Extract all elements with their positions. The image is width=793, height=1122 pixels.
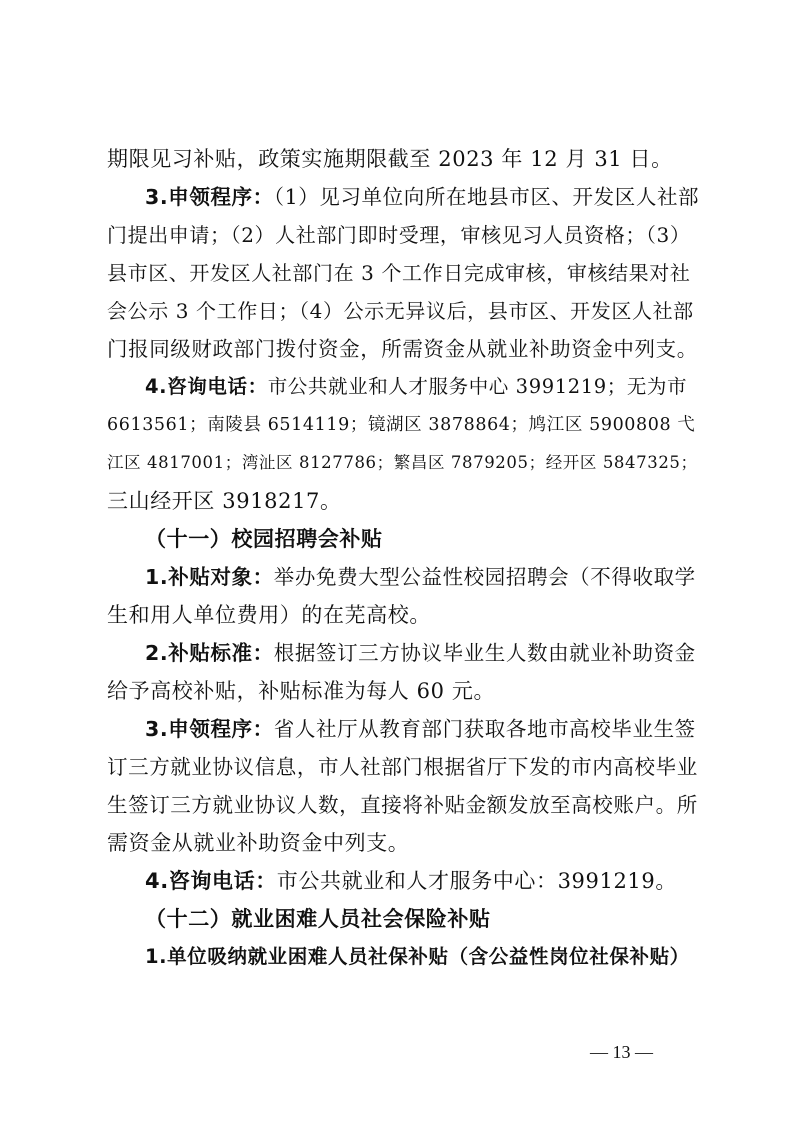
- body-text: 省人社厅从教育部门获取各地市高校毕业生签: [273, 717, 696, 741]
- section-label: 4.咨询电话：: [145, 869, 277, 893]
- paragraph-line: [145, 867, 677, 895]
- paragraph-line: [145, 715, 696, 743]
- body-text: 市公共就业和人才服务中心 3991219；无为市: [267, 375, 688, 398]
- paragraph-line: [107, 411, 696, 439]
- body-text: 县市区、开发区人社部门在 3 个工作日完成审核，审核结果对社: [107, 261, 691, 285]
- section-label: 4.咨询电话：: [145, 375, 268, 398]
- body-text: 根据签订三方协议毕业生人数由就业补助资金: [273, 641, 696, 665]
- body-text: 举办免费大型公益性校园招聘会（不得收取学: [273, 565, 696, 589]
- page-number: — 13 —: [590, 1042, 653, 1062]
- paragraph-line: [107, 677, 495, 705]
- paragraph-line: [107, 259, 690, 287]
- body-text: 期限见习补贴，政策实施期限截至 2023 年 12 月 31 日。: [107, 147, 673, 171]
- body-text: 给予高校补贴，补贴标准为每人 60 元。: [107, 679, 496, 703]
- section-heading: [145, 905, 491, 933]
- heading-text: 1.单位吸纳就业困难人员社保补贴（含公益性岗位社保补贴）: [145, 945, 690, 968]
- body-text: 6613561；南陵县 6514119；镜湖区 3878864；鸠江区 5900808 弋: [107, 415, 696, 435]
- body-text: 市公共就业和人才服务中心：3991219。: [276, 869, 677, 893]
- section-label: 3.申领程序：: [145, 185, 274, 209]
- paragraph-line: [107, 297, 694, 325]
- body-text: 江区 4817001；湾沚区 8127786；繁昌区 7879205；经开区 5847325；: [107, 453, 698, 472]
- paragraph-line: [145, 563, 696, 591]
- paragraph-line: [107, 487, 342, 515]
- subsection-heading: [145, 943, 690, 971]
- paragraph-line: [107, 449, 698, 477]
- paragraph-line: [107, 753, 698, 781]
- heading-text: （十一）校园招聘会补贴: [145, 527, 383, 551]
- body-text: 门提出申请；（2）人社部门即时受理，审核见习人员资格；（3）: [107, 223, 691, 247]
- body-text: （1）见习单位向所在地县市区、开发区人社部: [273, 185, 700, 209]
- body-text: 门报同级财政部门拨付资金，所需资金从就业补助资金中列支。: [107, 337, 698, 361]
- heading-text: （十二）就业困难人员社会保险补贴: [145, 907, 491, 931]
- body-text: 三山经开区 3918217。: [107, 489, 342, 513]
- paragraph-line: [107, 335, 698, 363]
- section-label: 2.补贴标准：: [145, 641, 274, 665]
- paragraph-line: [107, 601, 431, 629]
- paragraph-line: [145, 639, 696, 667]
- body-text: 会公示 3 个工作日；（4）公示无异议后，县市区、开发区人社部: [107, 299, 694, 323]
- body-text: 订三方就业协议信息，市人社部门根据省厅下发的市内高校毕业: [107, 755, 698, 779]
- paragraph-line: [145, 373, 687, 401]
- body-text: 需资金从就业补助资金中列支。: [107, 831, 410, 855]
- paragraph-line: [107, 221, 690, 249]
- section-label: 1.补贴对象：: [145, 565, 274, 589]
- paragraph-line: [107, 145, 673, 173]
- section-heading: [145, 525, 383, 553]
- paragraph-line: [107, 791, 698, 819]
- section-label: 3.申领程序：: [145, 717, 274, 741]
- paragraph-line: [145, 183, 699, 211]
- body-text: 生和用人单位费用）的在芜高校。: [107, 603, 431, 627]
- paragraph-line: [107, 829, 409, 857]
- body-text: 生签订三方就业协议人数，直接将补贴金额发放至高校账户。所: [107, 793, 698, 817]
